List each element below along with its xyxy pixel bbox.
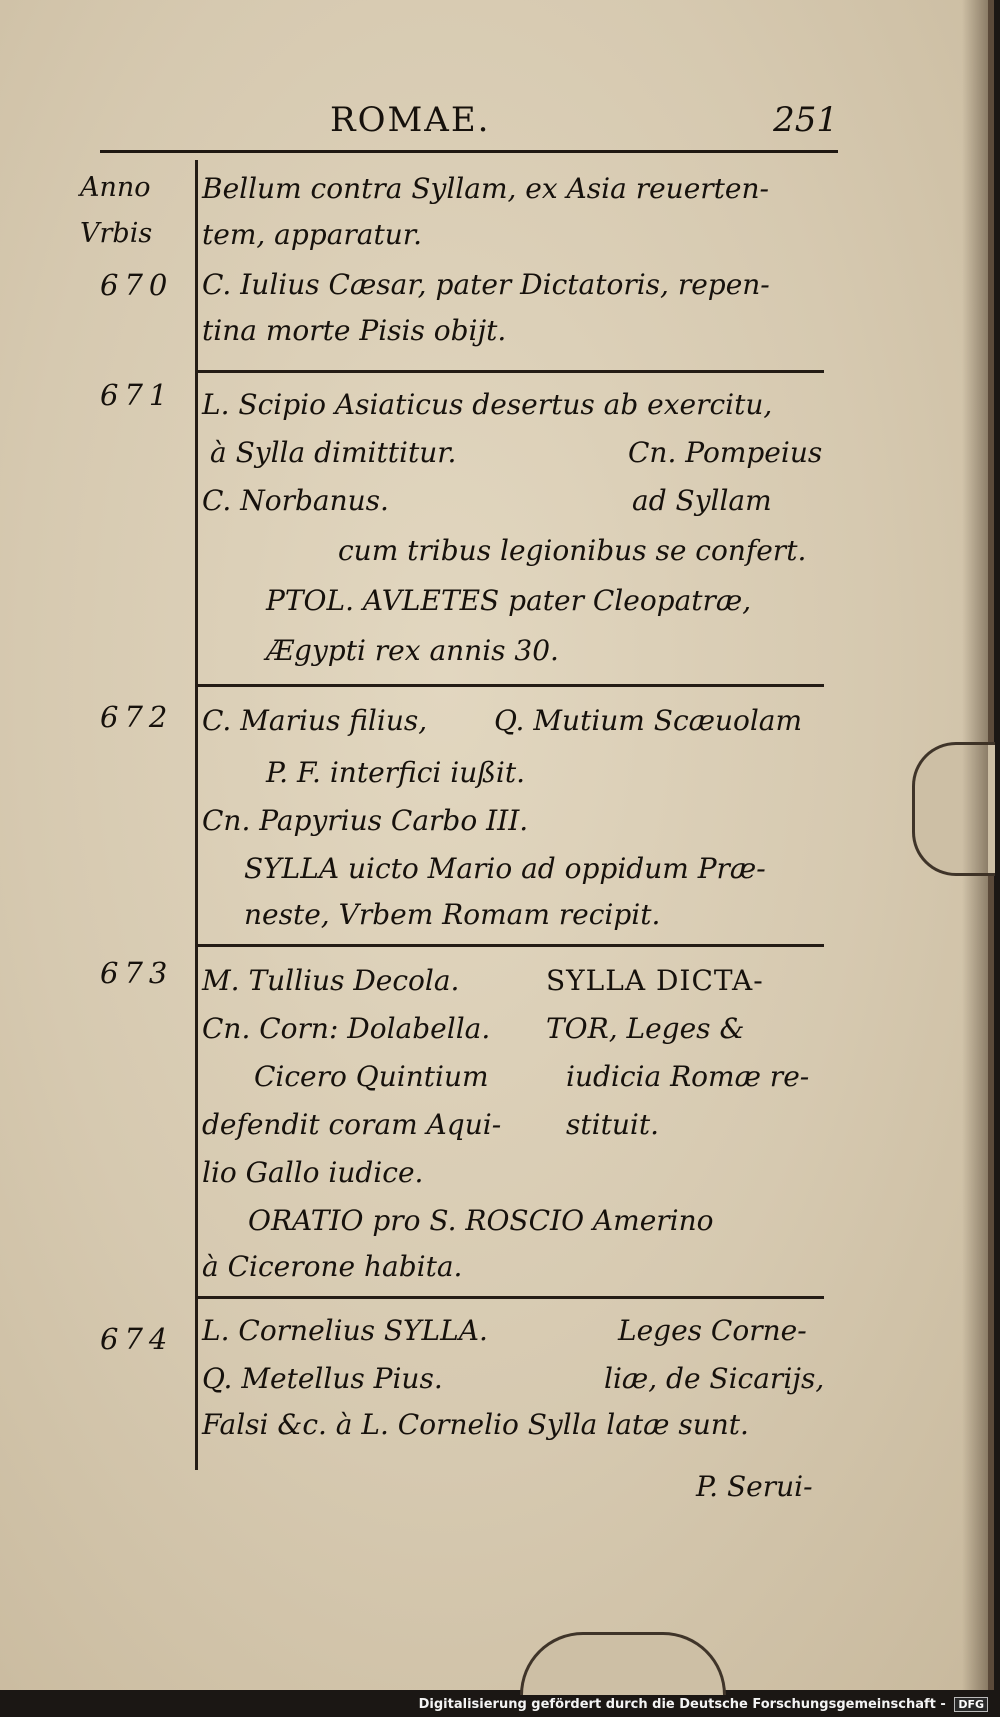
clasp-tab-bottom bbox=[520, 1632, 726, 1695]
entry-671-consul: Cn. Pompeius bbox=[628, 436, 823, 469]
entry-rule bbox=[198, 684, 824, 687]
column-divider bbox=[195, 160, 198, 1470]
entry-673-line: SYLLA DICTA- bbox=[546, 964, 764, 997]
year-673: 673 bbox=[100, 956, 174, 990]
dfg-logo: DFG bbox=[954, 1697, 988, 1712]
entry-672-consul: Cn. Papyrius Carbo III. bbox=[202, 804, 529, 837]
catchword: P. Serui- bbox=[696, 1470, 813, 1503]
page-number: 251 bbox=[773, 100, 838, 140]
entry-673-line: lio Gallo iudice. bbox=[202, 1156, 424, 1189]
digitization-footer bbox=[419, 1697, 988, 1715]
entry-673-consul: M. Tullius Decola. bbox=[202, 964, 460, 997]
entry-674-consul: L. Cornelius SYLLA. bbox=[202, 1314, 488, 1347]
entry-670-line: tina morte Pisis obijt. bbox=[202, 314, 507, 347]
page-header bbox=[100, 100, 838, 140]
entry-671-line: ad Syllam bbox=[632, 484, 772, 517]
entry-673-line: Cicero Quintium bbox=[254, 1060, 489, 1093]
entry-rule bbox=[198, 1296, 824, 1299]
footer-text: Digitalisierung gefördert durch die Deutsche Forschungsgemeinschaft - bbox=[418, 1697, 946, 1712]
entry-672-line: P. F. interfici iußit. bbox=[266, 756, 526, 789]
entry-673-consul: Cn. Corn: Dolabella. bbox=[202, 1012, 491, 1045]
entry-673-line: à Cicerone habita. bbox=[202, 1250, 463, 1283]
clasp-tab-right bbox=[912, 742, 995, 876]
entry-673-line: stituit. bbox=[566, 1108, 659, 1141]
header-rule bbox=[100, 150, 838, 153]
entry-673-line: defendit coram Aqui- bbox=[202, 1108, 502, 1141]
year-671: 671 bbox=[100, 378, 174, 412]
margin-vrbis: Vrbis bbox=[80, 218, 153, 249]
entry-670-line: tem, apparatur. bbox=[202, 218, 422, 251]
entry-671-line: à Sylla dimittitur. bbox=[210, 436, 457, 469]
entry-673-line: iudicia Romæ re- bbox=[566, 1060, 810, 1093]
entry-674-line: Falsi &c. à L. Cornelio Sylla latæ sunt. bbox=[202, 1408, 749, 1441]
entry-671-line: L. Scipio Asiaticus desertus ab exercitu, bbox=[202, 388, 773, 421]
entry-672-consul: C. Marius filius, bbox=[202, 704, 428, 737]
entry-672-line: neste, Vrbem Romam recipit. bbox=[244, 898, 661, 931]
year-672: 672 bbox=[100, 700, 174, 734]
entry-674-line: Leges Corne- bbox=[618, 1314, 807, 1347]
year-674: 674 bbox=[100, 1322, 174, 1356]
entry-rule bbox=[198, 944, 824, 947]
entry-rule bbox=[198, 370, 824, 373]
entry-671-line: Ægypti rex annis 30. bbox=[266, 634, 559, 667]
year-670: 670 bbox=[100, 268, 174, 302]
margin-anno: Anno bbox=[80, 172, 151, 203]
entry-670-line: Bellum contra Syllam, ex Asia reuerten- bbox=[202, 172, 769, 205]
entry-673-oratio: ORATIO pro S. ROSCIO Amerino bbox=[248, 1204, 714, 1237]
entry-672-line: SYLLA uicto Mario ad oppidum Præ- bbox=[244, 852, 766, 885]
entry-673-line: TOR, Leges & bbox=[546, 1012, 745, 1045]
entry-671-consul: C. Norbanus. bbox=[202, 484, 389, 517]
entry-671-line: PTOL. AVLETES pater Cleopatræ, bbox=[266, 584, 752, 617]
entry-674-line: liæ, de Sicarijs, bbox=[604, 1362, 825, 1395]
running-title: ROMAE. bbox=[330, 100, 491, 140]
entry-670-line: C. Iulius Cæsar, pater Dictatoris, repen- bbox=[202, 268, 770, 301]
show-through-text bbox=[780, 60, 1000, 1700]
entry-674-consul: Q. Metellus Pius. bbox=[202, 1362, 443, 1395]
entry-671-line: cum tribus legionibus se confert. bbox=[338, 534, 807, 567]
entry-672-line: Q. Mutium Scæuolam bbox=[494, 704, 803, 737]
